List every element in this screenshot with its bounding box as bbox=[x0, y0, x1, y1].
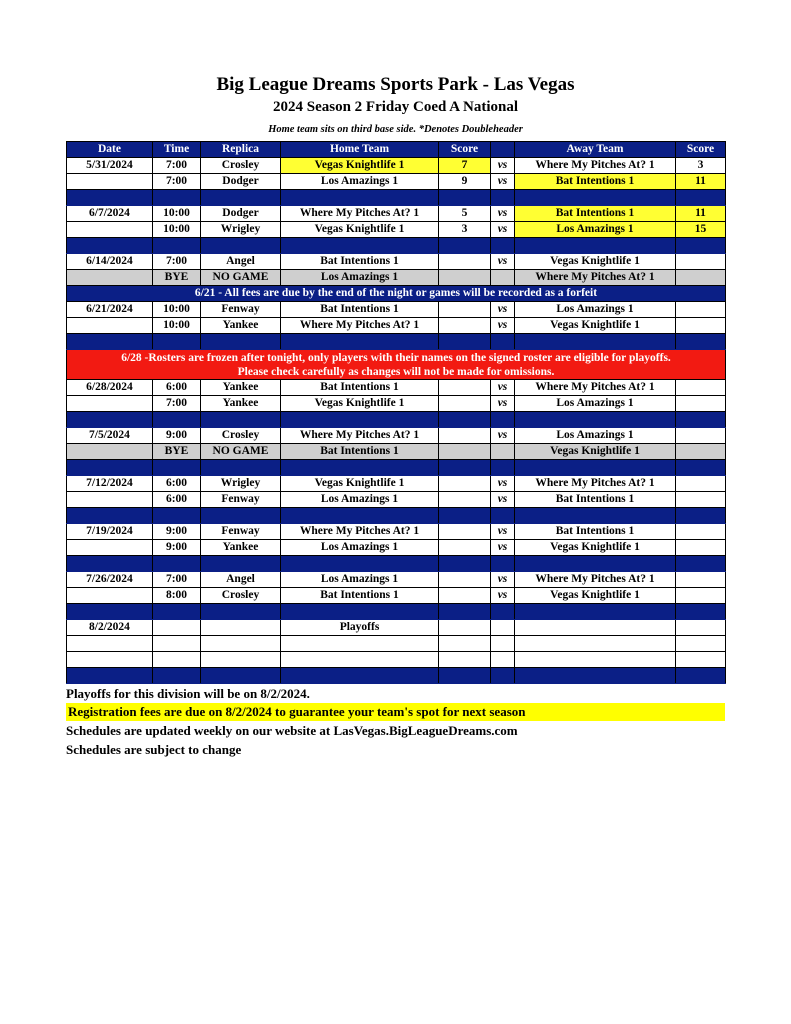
notice-line: 6/21 - All fees are due by the end of the night or games will be recorded as a forfeit bbox=[194, 287, 598, 299]
game-row bbox=[67, 524, 726, 540]
away-team-cell: Vegas Knightlife 1 bbox=[515, 588, 676, 604]
away-score-cell: 11 bbox=[676, 206, 726, 222]
game-row bbox=[67, 476, 726, 492]
home-team-cell: Bat Intentions 1 bbox=[281, 588, 439, 604]
away-team-cell bbox=[515, 636, 676, 652]
away-team-cell: Bat Intentions 1 bbox=[515, 492, 676, 508]
notice-text bbox=[67, 350, 726, 380]
separator-cell bbox=[439, 190, 491, 206]
separator-cell bbox=[439, 604, 491, 620]
separator-cell bbox=[515, 334, 676, 350]
separator-cell bbox=[67, 460, 153, 476]
date-cell bbox=[67, 222, 153, 238]
replica-cell: Yankee bbox=[201, 318, 281, 334]
separator-row bbox=[67, 238, 726, 254]
time-cell: BYE bbox=[153, 444, 201, 460]
away-team-cell: Vegas Knightlife 1 bbox=[515, 444, 676, 460]
vs-cell bbox=[491, 652, 515, 668]
separator-cell bbox=[676, 668, 726, 684]
separator-cell bbox=[153, 508, 201, 524]
col-header-vs bbox=[491, 142, 515, 158]
separator-cell bbox=[515, 190, 676, 206]
home-team-cell: Vegas Knightlife 1 bbox=[281, 476, 439, 492]
separator-cell bbox=[676, 460, 726, 476]
replica-cell: Crosley bbox=[201, 428, 281, 444]
home-score-cell bbox=[439, 492, 491, 508]
time-cell: 7:00 bbox=[153, 572, 201, 588]
home-team-cell: Bat Intentions 1 bbox=[281, 302, 439, 318]
separator-cell bbox=[439, 508, 491, 524]
separator-cell bbox=[491, 190, 515, 206]
separator-cell bbox=[201, 334, 281, 350]
away-score-cell bbox=[676, 652, 726, 668]
home-team-cell: Los Amazings 1 bbox=[281, 540, 439, 556]
home-score-cell bbox=[439, 572, 491, 588]
replica-cell: NO GAME bbox=[201, 270, 281, 286]
separator-cell bbox=[201, 668, 281, 684]
date-cell: 6/28/2024 bbox=[67, 380, 153, 396]
away-team-cell: Bat Intentions 1 bbox=[515, 524, 676, 540]
separator-cell bbox=[439, 668, 491, 684]
separator-cell bbox=[201, 412, 281, 428]
separator-cell bbox=[67, 604, 153, 620]
separator-cell bbox=[515, 668, 676, 684]
away-score-cell bbox=[676, 588, 726, 604]
schedule-body bbox=[67, 158, 726, 684]
away-team-cell bbox=[515, 620, 676, 636]
separator-cell bbox=[676, 412, 726, 428]
separator-row bbox=[67, 604, 726, 620]
header-row bbox=[67, 142, 726, 158]
replica-cell: Angel bbox=[201, 254, 281, 270]
home-score-cell bbox=[439, 254, 491, 270]
time-cell: 7:00 bbox=[153, 158, 201, 174]
vs-cell: vs bbox=[491, 428, 515, 444]
separator-cell bbox=[676, 238, 726, 254]
vs-cell: vs bbox=[491, 222, 515, 238]
separator-row bbox=[67, 668, 726, 684]
home-team-cell: Where My Pitches At? 1 bbox=[281, 524, 439, 540]
separator-cell bbox=[201, 604, 281, 620]
home-team-cell: Vegas Knightlife 1 bbox=[281, 158, 439, 174]
game-row bbox=[67, 588, 726, 604]
home-team-cell: Where My Pitches At? 1 bbox=[281, 206, 439, 222]
separator-cell bbox=[491, 334, 515, 350]
time-cell: 7:00 bbox=[153, 174, 201, 190]
date-cell: 7/26/2024 bbox=[67, 572, 153, 588]
away-score-cell bbox=[676, 302, 726, 318]
away-score-cell bbox=[676, 270, 726, 286]
replica-cell bbox=[201, 652, 281, 668]
separator-cell bbox=[515, 238, 676, 254]
home-team-cell: Los Amazings 1 bbox=[281, 174, 439, 190]
away-score-cell: 11 bbox=[676, 174, 726, 190]
date-cell: 7/19/2024 bbox=[67, 524, 153, 540]
separator-cell bbox=[676, 556, 726, 572]
replica-cell: Dodger bbox=[201, 206, 281, 222]
game-row bbox=[67, 318, 726, 334]
website-note: Schedules are updated weekly on our website at LasVegas.BigLeagueDreams.com bbox=[66, 723, 518, 738]
home-score-cell bbox=[439, 524, 491, 540]
separator-cell bbox=[439, 556, 491, 572]
home-team-cell: Bat Intentions 1 bbox=[281, 444, 439, 460]
home-score-cell bbox=[439, 588, 491, 604]
time-cell bbox=[153, 620, 201, 636]
home-team-cell bbox=[281, 652, 439, 668]
replica-cell: Wrigley bbox=[201, 476, 281, 492]
separator-cell bbox=[201, 508, 281, 524]
vs-cell bbox=[491, 270, 515, 286]
separator-cell bbox=[439, 460, 491, 476]
fee-notice-row bbox=[67, 286, 726, 302]
home-score-cell bbox=[439, 270, 491, 286]
replica-cell: Crosley bbox=[201, 588, 281, 604]
separator-cell bbox=[491, 668, 515, 684]
away-team-cell: Bat Intentions 1 bbox=[515, 174, 676, 190]
separator-row bbox=[67, 556, 726, 572]
date-cell: 6/21/2024 bbox=[67, 302, 153, 318]
time-cell: 6:00 bbox=[153, 476, 201, 492]
away-score-cell bbox=[676, 444, 726, 460]
separator-cell bbox=[281, 238, 439, 254]
bye-row bbox=[67, 270, 726, 286]
home-team-cell: Vegas Knightlife 1 bbox=[281, 222, 439, 238]
col-header-home-team: Home Team bbox=[281, 142, 439, 158]
game-row bbox=[67, 380, 726, 396]
away-score-cell bbox=[676, 620, 726, 636]
separator-cell bbox=[67, 334, 153, 350]
separator-row bbox=[67, 334, 726, 350]
away-score-cell bbox=[676, 636, 726, 652]
separator-cell bbox=[439, 238, 491, 254]
date-cell: 6/14/2024 bbox=[67, 254, 153, 270]
separator-row bbox=[67, 190, 726, 206]
game-row bbox=[67, 174, 726, 190]
schedule-table bbox=[66, 141, 726, 684]
separator-cell bbox=[281, 508, 439, 524]
separator-cell bbox=[515, 412, 676, 428]
date-cell bbox=[67, 174, 153, 190]
separator-cell bbox=[281, 412, 439, 428]
date-cell bbox=[67, 636, 153, 652]
notice-text bbox=[67, 286, 726, 302]
away-team-cell: Where My Pitches At? 1 bbox=[515, 476, 676, 492]
away-team-cell bbox=[515, 652, 676, 668]
vs-cell: vs bbox=[491, 476, 515, 492]
game-row bbox=[67, 158, 726, 174]
notice-line-2: Please check carefully as changes will not be made for omissions. bbox=[237, 365, 555, 378]
date-cell: 6/7/2024 bbox=[67, 206, 153, 222]
replica-cell: Wrigley bbox=[201, 222, 281, 238]
vs-cell: vs bbox=[491, 174, 515, 190]
away-score-cell bbox=[676, 476, 726, 492]
separator-cell bbox=[153, 604, 201, 620]
date-cell bbox=[67, 588, 153, 604]
replica-cell bbox=[201, 620, 281, 636]
away-team-cell: Los Amazings 1 bbox=[515, 428, 676, 444]
date-cell bbox=[67, 270, 153, 286]
replica-cell: Fenway bbox=[201, 492, 281, 508]
date-cell bbox=[67, 540, 153, 556]
separator-cell bbox=[491, 604, 515, 620]
page-title: Big League Dreams Sports Park - Las Vegas bbox=[216, 74, 575, 95]
vs-cell: vs bbox=[491, 380, 515, 396]
replica-cell: NO GAME bbox=[201, 444, 281, 460]
home-team-cell: Where My Pitches At? 1 bbox=[281, 318, 439, 334]
away-score-cell bbox=[676, 396, 726, 412]
home-score-cell bbox=[439, 620, 491, 636]
separator-cell bbox=[515, 604, 676, 620]
col-header-time: Time bbox=[153, 142, 201, 158]
away-score-cell bbox=[676, 524, 726, 540]
time-cell: 9:00 bbox=[153, 524, 201, 540]
time-cell: BYE bbox=[153, 270, 201, 286]
separator-cell bbox=[491, 508, 515, 524]
time-cell: 10:00 bbox=[153, 222, 201, 238]
time-cell: 7:00 bbox=[153, 396, 201, 412]
date-cell: 7/5/2024 bbox=[67, 428, 153, 444]
vs-cell bbox=[491, 636, 515, 652]
away-team-cell: Where My Pitches At? 1 bbox=[515, 380, 676, 396]
replica-cell: Yankee bbox=[201, 396, 281, 412]
home-score-cell bbox=[439, 302, 491, 318]
home-score-cell: 5 bbox=[439, 206, 491, 222]
game-row bbox=[67, 254, 726, 270]
game-row bbox=[67, 206, 726, 222]
home-team-cell: Los Amazings 1 bbox=[281, 492, 439, 508]
vs-cell: vs bbox=[491, 572, 515, 588]
home-team-cell: Bat Intentions 1 bbox=[281, 380, 439, 396]
separator-cell bbox=[201, 238, 281, 254]
game-row bbox=[67, 396, 726, 412]
separator-cell bbox=[676, 508, 726, 524]
vs-cell: vs bbox=[491, 524, 515, 540]
col-header-replica: Replica bbox=[201, 142, 281, 158]
separator-cell bbox=[515, 556, 676, 572]
separator-cell bbox=[153, 556, 201, 572]
date-cell: 5/31/2024 bbox=[67, 158, 153, 174]
replica-cell bbox=[201, 636, 281, 652]
home-team-cell: Bat Intentions 1 bbox=[281, 254, 439, 270]
separator-cell bbox=[201, 460, 281, 476]
time-cell bbox=[153, 636, 201, 652]
separator-cell bbox=[67, 190, 153, 206]
time-cell bbox=[153, 652, 201, 668]
separator-cell bbox=[281, 556, 439, 572]
separator-cell bbox=[67, 668, 153, 684]
time-cell: 10:00 bbox=[153, 302, 201, 318]
replica-cell: Fenway bbox=[201, 524, 281, 540]
replica-cell: Angel bbox=[201, 572, 281, 588]
away-team-cell: Los Amazings 1 bbox=[515, 222, 676, 238]
separator-cell bbox=[491, 238, 515, 254]
vs-cell: vs bbox=[491, 492, 515, 508]
away-score-cell bbox=[676, 540, 726, 556]
away-score-cell bbox=[676, 318, 726, 334]
separator-cell bbox=[491, 556, 515, 572]
home-score-cell bbox=[439, 380, 491, 396]
game-row bbox=[67, 636, 726, 652]
vs-cell: vs bbox=[491, 588, 515, 604]
home-score-cell: 3 bbox=[439, 222, 491, 238]
home-score-cell bbox=[439, 318, 491, 334]
separator-cell bbox=[676, 190, 726, 206]
date-cell bbox=[67, 444, 153, 460]
home-team-cell: Where My Pitches At? 1 bbox=[281, 428, 439, 444]
home-score-cell bbox=[439, 476, 491, 492]
separator-cell bbox=[281, 334, 439, 350]
time-cell: 9:00 bbox=[153, 428, 201, 444]
away-team-cell: Vegas Knightlife 1 bbox=[515, 318, 676, 334]
away-team-cell: Where My Pitches At? 1 bbox=[515, 158, 676, 174]
separator-cell bbox=[281, 604, 439, 620]
home-score-cell bbox=[439, 396, 491, 412]
home-team-cell: Los Amazings 1 bbox=[281, 572, 439, 588]
col-header-away-score: Score bbox=[676, 142, 726, 158]
bye-row bbox=[67, 444, 726, 460]
registration-note: Registration fees are due on 8/2/2024 to guarantee your team's spot for next season bbox=[66, 703, 725, 721]
away-team-cell: Vegas Knightlife 1 bbox=[515, 540, 676, 556]
game-row bbox=[67, 620, 726, 636]
separator-cell bbox=[281, 460, 439, 476]
game-row bbox=[67, 652, 726, 668]
date-cell bbox=[67, 492, 153, 508]
vs-cell: vs bbox=[491, 158, 515, 174]
separator-cell bbox=[201, 190, 281, 206]
separator-row bbox=[67, 460, 726, 476]
away-team-cell: Bat Intentions 1 bbox=[515, 206, 676, 222]
time-cell: 9:00 bbox=[153, 540, 201, 556]
subject-to-change-note: Schedules are subject to change bbox=[66, 742, 242, 757]
replica-cell: Yankee bbox=[201, 540, 281, 556]
home-score-cell bbox=[439, 428, 491, 444]
away-score-cell: 3 bbox=[676, 158, 726, 174]
game-row bbox=[67, 572, 726, 588]
away-team-cell: Where My Pitches At? 1 bbox=[515, 572, 676, 588]
game-row bbox=[67, 302, 726, 318]
away-team-cell: Los Amazings 1 bbox=[515, 302, 676, 318]
notice-line: 6/28 -Rosters are frozen after tonight, only players with their names on the signed roster are eligible for playoffs. bbox=[121, 351, 671, 364]
separator-cell bbox=[67, 508, 153, 524]
away-score-cell bbox=[676, 428, 726, 444]
away-score-cell: 15 bbox=[676, 222, 726, 238]
game-row bbox=[67, 540, 726, 556]
col-header-away-team: Away Team bbox=[515, 142, 676, 158]
home-score-cell: 9 bbox=[439, 174, 491, 190]
date-cell bbox=[67, 318, 153, 334]
schedule-note: Home team sits on third base side. *Denotes Doubleheader bbox=[268, 124, 523, 135]
roster-notice-row bbox=[67, 350, 726, 380]
playoff-note: Playoffs for this division will be on 8/2/2024. bbox=[66, 686, 310, 701]
separator-row bbox=[67, 412, 726, 428]
home-team-cell: Playoffs bbox=[281, 620, 439, 636]
home-team-cell bbox=[281, 636, 439, 652]
replica-cell: Dodger bbox=[201, 174, 281, 190]
separator-cell bbox=[67, 412, 153, 428]
separator-cell bbox=[67, 556, 153, 572]
date-cell: 7/12/2024 bbox=[67, 476, 153, 492]
separator-cell bbox=[153, 460, 201, 476]
vs-cell: vs bbox=[491, 206, 515, 222]
date-cell bbox=[67, 396, 153, 412]
time-cell: 6:00 bbox=[153, 380, 201, 396]
away-team-cell: Where My Pitches At? 1 bbox=[515, 270, 676, 286]
separator-cell bbox=[153, 190, 201, 206]
date-cell: 8/2/2024 bbox=[67, 620, 153, 636]
vs-cell: vs bbox=[491, 302, 515, 318]
separator-cell bbox=[153, 238, 201, 254]
separator-cell bbox=[201, 556, 281, 572]
home-score-cell: 7 bbox=[439, 158, 491, 174]
separator-row bbox=[67, 508, 726, 524]
separator-cell bbox=[439, 334, 491, 350]
vs-cell: vs bbox=[491, 318, 515, 334]
away-score-cell bbox=[676, 492, 726, 508]
home-score-cell bbox=[439, 540, 491, 556]
game-row bbox=[67, 428, 726, 444]
separator-cell bbox=[491, 460, 515, 476]
home-team-cell: Los Amazings 1 bbox=[281, 270, 439, 286]
time-cell: 8:00 bbox=[153, 588, 201, 604]
replica-cell: Crosley bbox=[201, 158, 281, 174]
separator-cell bbox=[676, 334, 726, 350]
away-team-cell: Los Amazings 1 bbox=[515, 396, 676, 412]
vs-cell bbox=[491, 620, 515, 636]
separator-cell bbox=[281, 190, 439, 206]
time-cell: 10:00 bbox=[153, 318, 201, 334]
time-cell: 10:00 bbox=[153, 206, 201, 222]
separator-cell bbox=[67, 238, 153, 254]
separator-cell bbox=[153, 668, 201, 684]
season-subtitle: 2024 Season 2 Friday Coed A National bbox=[272, 99, 519, 115]
separator-cell bbox=[676, 604, 726, 620]
home-score-cell bbox=[439, 444, 491, 460]
vs-cell bbox=[491, 444, 515, 460]
separator-cell bbox=[515, 460, 676, 476]
separator-cell bbox=[153, 412, 201, 428]
separator-cell bbox=[439, 412, 491, 428]
home-team-cell: Vegas Knightlife 1 bbox=[281, 396, 439, 412]
separator-cell bbox=[281, 668, 439, 684]
vs-cell: vs bbox=[491, 540, 515, 556]
vs-cell: vs bbox=[491, 396, 515, 412]
replica-cell: Fenway bbox=[201, 302, 281, 318]
home-score-cell bbox=[439, 652, 491, 668]
date-cell bbox=[67, 652, 153, 668]
game-row bbox=[67, 492, 726, 508]
time-cell: 6:00 bbox=[153, 492, 201, 508]
separator-cell bbox=[515, 508, 676, 524]
home-score-cell bbox=[439, 636, 491, 652]
away-score-cell bbox=[676, 380, 726, 396]
away-score-cell bbox=[676, 254, 726, 270]
separator-cell bbox=[153, 334, 201, 350]
col-header-home-score: Score bbox=[439, 142, 491, 158]
replica-cell: Yankee bbox=[201, 380, 281, 396]
col-header-date: Date bbox=[67, 142, 153, 158]
away-score-cell bbox=[676, 572, 726, 588]
vs-cell: vs bbox=[491, 254, 515, 270]
separator-cell bbox=[491, 412, 515, 428]
time-cell: 7:00 bbox=[153, 254, 201, 270]
game-row bbox=[67, 222, 726, 238]
away-team-cell: Vegas Knightlife 1 bbox=[515, 254, 676, 270]
